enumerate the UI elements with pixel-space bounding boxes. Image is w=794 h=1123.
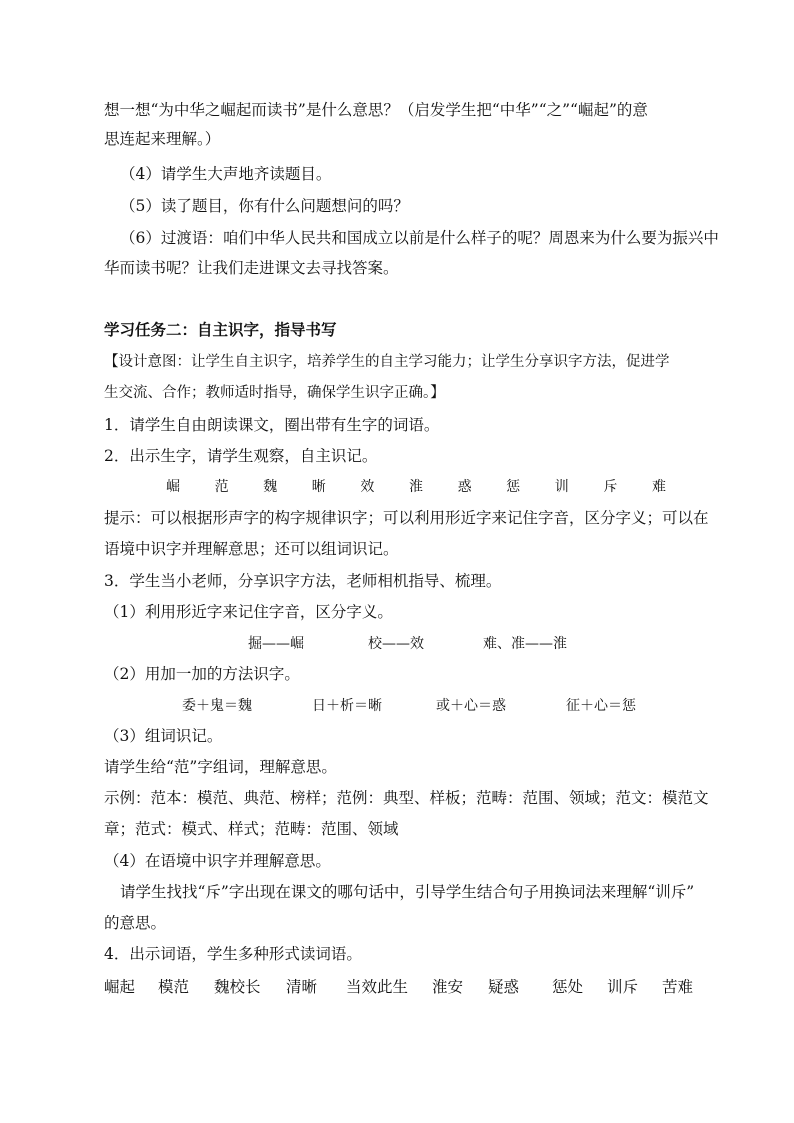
- step-transition: （6）过渡语：咱们中华人民共和国成立以前是什么样子的呢？周恩来为什么要为振兴中: [120, 229, 719, 247]
- step-questions: （5）读了题目，你有什么问题想问的吗？: [120, 197, 409, 215]
- method-3: （3）组词识记。: [104, 727, 223, 745]
- char-formula: 征＋心＝惩: [566, 698, 636, 714]
- design-intent: 【设计意图：让学生自主识字，培养学生的自主学习能力；让学生分享识字方法，促进学: [104, 354, 670, 370]
- new-char: 淮: [408, 479, 423, 495]
- vocab-word: 崛起: [104, 978, 136, 996]
- step-read-title: （4）请学生大声地齐读题目。: [120, 165, 332, 183]
- step-4: 4．出示词语，学生多种形式读词语。: [104, 945, 362, 963]
- vocab-word: 清晰: [286, 978, 318, 996]
- new-char: 崛: [166, 479, 180, 495]
- step-2: 2．出示生字，请学生观察，自主识记。: [104, 447, 378, 465]
- new-char: 范: [214, 479, 229, 495]
- vocab-word: 训斥: [607, 978, 639, 996]
- new-char: 效: [360, 479, 375, 495]
- method-1: （1）利用形近字来记住字音，区分字义。: [104, 603, 393, 621]
- new-char: 晰: [311, 479, 326, 495]
- new-char: 魏: [263, 479, 278, 495]
- paragraph-think: 想一想“为中华之崛起而读书”是什么意思？（启发学生把“中华”“之”“崛起”的意: [104, 101, 648, 119]
- example-cont: 章；范式：模式、样式；范畴：范围、领域: [104, 820, 399, 838]
- hint: 提示：可以根据形声字的构字规律识字；可以利用形近字来记住字音，区分字义；可以在: [104, 509, 709, 527]
- char-formula: 或＋心＝惑: [436, 698, 506, 714]
- vocab-word: 淮安: [432, 978, 464, 996]
- vocab-word: 当效此生: [346, 978, 409, 996]
- new-char: 难: [651, 479, 666, 495]
- method-4-ask: 请学生找找“斥”字出现在课文的哪句话中，引导学生结合句子用换词法来理解“训斥”: [120, 883, 695, 901]
- new-char: 惩: [506, 479, 521, 495]
- method-3-ask: 请学生给“范”字组词，理解意思。: [104, 758, 337, 776]
- task-heading: 学习任务二：自主识字，指导书写: [104, 320, 337, 339]
- vocab-word: 苦难: [662, 978, 694, 996]
- method-4-ask-cont: 的意思。: [104, 914, 167, 932]
- new-char: 惑: [457, 479, 472, 495]
- char-formula: 委＋鬼＝魏: [182, 698, 252, 714]
- similar-pair: 难、准——淮: [483, 636, 567, 652]
- vocab-word: 魏校长: [214, 978, 261, 996]
- new-char: 斥: [603, 479, 618, 495]
- char-formula: 日＋析＝晰: [312, 698, 382, 714]
- paragraph-think-cont: 思连起来理解。）: [104, 130, 221, 148]
- vocab-word: 模范: [158, 978, 190, 996]
- similar-pair: 校——效: [368, 636, 424, 652]
- vocab-word: 疑惑: [488, 978, 520, 996]
- hint-cont: 语境中识字并理解意思；还可以组词识记。: [104, 540, 399, 558]
- method-4: （4）在语境中识字并理解意思。: [104, 852, 331, 870]
- similar-pair: 掘——崛: [248, 636, 304, 652]
- vocab-word: 惩处: [552, 978, 584, 996]
- method-2: （2）用加一加的方法识字。: [104, 665, 300, 683]
- step-1: 1．请学生自由朗读课文，圈出带有生字的词语。: [104, 416, 440, 434]
- step-transition-cont: 华而读书呢？让我们走进课文去寻找答案。: [104, 259, 399, 277]
- design-intent-cont: 生交流、合作；教师适时指导，确保学生识字正确。】: [104, 385, 445, 401]
- new-characters-row: [166, 476, 666, 496]
- step-3: 3．学生当小老师，分享识字方法，老师相机指导、梳理。: [104, 572, 502, 590]
- new-char: 训: [554, 479, 569, 495]
- example: 示例：范本：模范、典范、榜样；范例：典型、样板；范畴：范围、领域；范文：模范文: [104, 789, 709, 807]
